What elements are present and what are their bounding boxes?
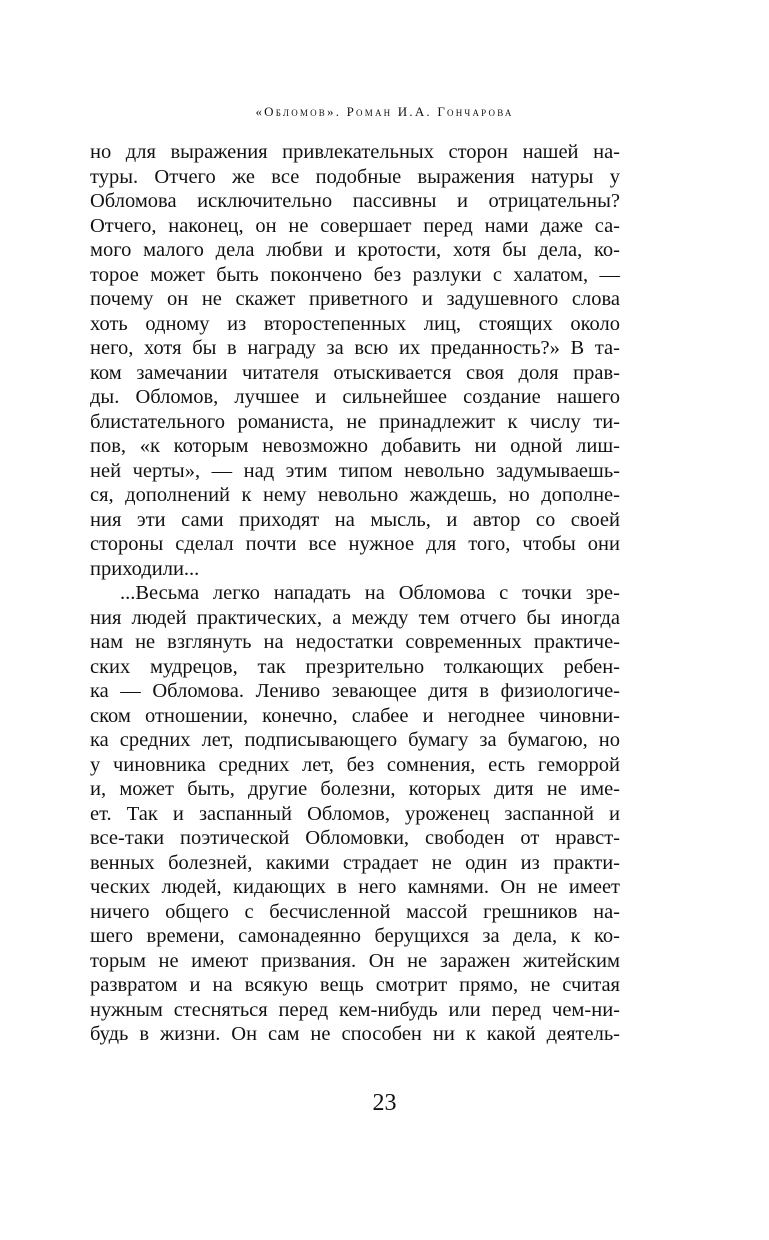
text-line: ка — Обломова. Лениво зевающее дитя в физиологиче- (90, 680, 620, 702)
text-line: ка средних лет, подписывающего бумагу за бумагою, но (90, 729, 620, 751)
text-line: венных болезней, какими страдает не один из практи- (90, 851, 620, 874)
text-line: у чиновника средних лет, без сомнения, есть геморрой (90, 753, 620, 776)
running-head: «Обломов». Роман И.А. Гончарова (255, 104, 514, 119)
body-text (90, 140, 620, 1047)
text-line: ском отношении, конечно, слабее и негоднее чиновни- (90, 704, 620, 727)
text-line: торым не имеют призвания. Он не заражен житейским (90, 949, 620, 972)
text-line: мого малого дела любви и кротости, хотя бы дела, ко- (90, 239, 620, 261)
text-line: все-таки поэтической Обломовки, свободен от нравст- (90, 827, 620, 849)
text-line: ком замечании читателя отыскивается своя доля прав- (90, 361, 620, 384)
text-line: ся, дополнений к нему невольно жаждешь, но дополне- (90, 484, 620, 506)
text-line: Отчего, наконец, он не совершает перед нами даже са- (90, 214, 620, 237)
text-line: ния людей практических, а между тем отчего бы иногда (90, 606, 620, 629)
text-line: ет. Так и заспанный Обломов, уроженец заспанной и (90, 802, 620, 825)
text-line: хоть одному из второстепенных лиц, стоящих около (90, 312, 620, 335)
text-line: будь в жизни. Он сам не способен ни к какой деятель- (90, 1023, 620, 1045)
text-line: ничего общего с бесчисленной массой грешников на- (90, 900, 620, 923)
text-line: шего времени, самонадеянно берущихся за дела, к ко- (90, 925, 620, 947)
text-line: блистательного романиста, не принадлежит к числу ти- (90, 410, 620, 433)
text-line: приходили... (90, 557, 200, 580)
text-line: ских мудрецов, так презрительно толкающих ребен- (90, 655, 620, 678)
text-line: развратом и на всякую вещь смотрит прямо, не считая (90, 974, 620, 996)
text-line: ния эти сами приходят на мысль, и автор со своей (90, 508, 620, 531)
text-line: стороны сделал почти все нужное для того, чтобы они (90, 533, 620, 555)
text-line: ней черты», — над этим типом невольно задумываешь- (90, 459, 620, 482)
text-line: но для выражения привлекательных сторон нашей на- (90, 141, 620, 163)
text-line: торое может быть покончено без разлуки с халатом, — (90, 263, 620, 286)
text-line: туры. Отчего же все подобные выражения натуры у (90, 165, 620, 188)
text-line: него, хотя бы в награду за всю их преданность?» В та- (90, 337, 620, 359)
text-line: нужным стесняться перед кем-нибудь или перед чем-ни- (90, 998, 620, 1021)
text-line: почему он не скажет приветного и задушевного слова (90, 288, 620, 310)
text-line: нам не взглянуть на недостатки современных практиче- (90, 631, 620, 653)
page-number: 23 (372, 1090, 397, 1116)
paragraph-1 (90, 140, 620, 581)
text-line: ды. Обломов, лучшее и сильнейшее создание нашего (90, 386, 620, 408)
text-line: Обломова исключительно пассивны и отрицательны? (90, 190, 620, 212)
paragraph-2 (90, 581, 620, 1047)
text-line: и, может быть, другие болезни, которых дитя не име- (90, 778, 620, 800)
text-line: ческих людей, кидающих в него камнями. Он не имеет (90, 876, 620, 898)
text-line: ...Весьма легко нападать на Обломова с точки зре- (120, 582, 620, 604)
text-line: пов, «к которым невозможно добавить ни одной лиш- (90, 435, 620, 457)
